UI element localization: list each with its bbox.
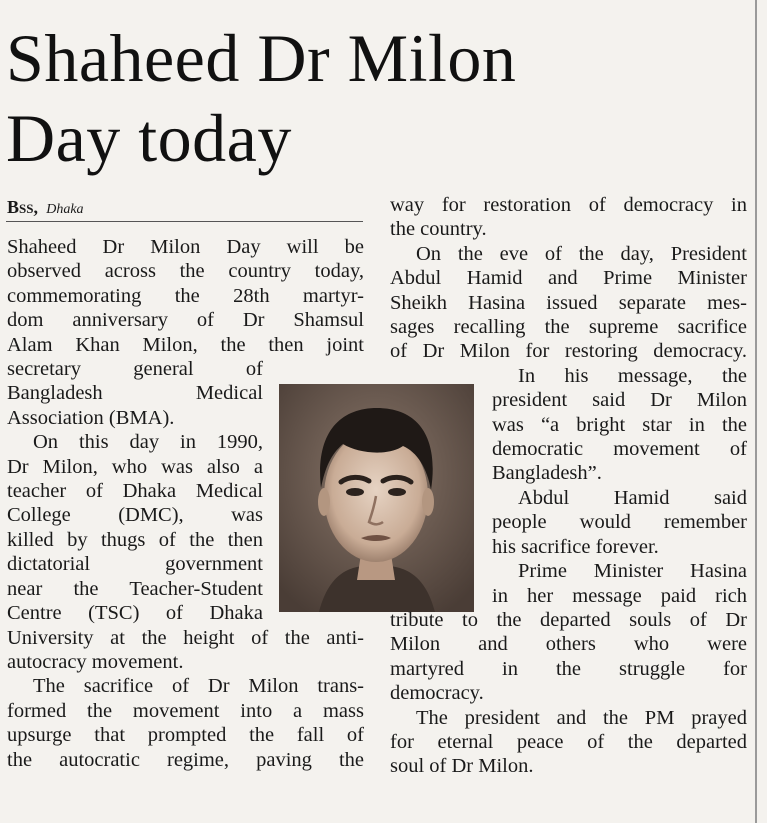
body-line: The sacrifice of Dr Milon trans- xyxy=(33,675,364,698)
body-line: Sheikh Hasina issued separate mes- xyxy=(390,291,747,314)
body-line: teacher of Dhaka Medical xyxy=(7,480,263,503)
headline-line-2: Day today xyxy=(6,100,292,176)
body-line: the country. xyxy=(390,218,487,241)
body-line: the autocratic regime, paving the xyxy=(7,748,364,771)
body-line: observed across the country today, xyxy=(7,260,364,283)
body-line: tribute to the departed souls of Dr xyxy=(390,608,747,631)
body-line: for eternal peace of the departed xyxy=(390,730,747,753)
body-line: way for restoration of democracy in xyxy=(390,194,747,216)
body-line: Bangladesh Medical xyxy=(7,382,263,405)
byline-agency: Bss, xyxy=(7,197,38,217)
body-line: Shaheed Dr Milon Day will be xyxy=(7,236,364,258)
body-line: democratic movement of xyxy=(492,438,747,461)
body-line: his sacrifice forever. xyxy=(492,535,659,558)
byline-place: Dhaka xyxy=(46,202,84,217)
body-line: formed the movement into a mass xyxy=(7,699,364,722)
byline-divider xyxy=(6,221,363,222)
body-line: In his message, the xyxy=(518,364,747,387)
body-line: Abdul Hamid and Prime Minister xyxy=(390,267,747,290)
body-line: Dr Milon, who was also a xyxy=(7,455,263,478)
byline xyxy=(7,196,84,221)
body-line: dictatorial government xyxy=(7,553,263,576)
body-line: Abdul Hamid said xyxy=(518,486,747,509)
body-line: killed by thugs of the then xyxy=(7,528,263,551)
headline-line-1: Shaheed Dr Milon xyxy=(6,20,517,96)
body-line: Alam Khan Milon, the then joint xyxy=(7,333,364,356)
right-column xyxy=(390,193,747,779)
body-line: commemorating the 28th martyr- xyxy=(7,284,364,307)
body-line: On this day in 1990, xyxy=(33,431,263,454)
body-line: On the eve of the day, President xyxy=(416,242,747,265)
body-line: autocracy movement. xyxy=(7,650,184,673)
body-line: Centre (TSC) of Dhaka xyxy=(7,602,263,625)
body-line: martyred in the struggle for xyxy=(390,657,747,680)
body-line: dom anniversary of Dr Shamsul xyxy=(7,309,364,332)
body-line: upsurge that prompted the fall of xyxy=(7,724,364,747)
body-line: Prime Minister Hasina xyxy=(518,560,747,583)
body-line: in her message paid rich xyxy=(492,584,747,607)
body-line: of Dr Milon for restoring democracy. xyxy=(390,340,747,363)
body-line: people would remember xyxy=(492,511,747,534)
body-line: was “a bright star in the xyxy=(492,413,747,436)
body-line: Milon and others who were xyxy=(390,633,747,656)
body-line: University at the height of the anti- xyxy=(7,626,364,649)
body-line: secretary general of xyxy=(7,358,263,381)
body-line: sages recalling the supreme sacrifice xyxy=(390,316,747,339)
column-rule xyxy=(755,0,757,823)
body-line: The president and the PM prayed xyxy=(416,706,747,729)
body-line: president said Dr Milon xyxy=(492,389,747,412)
body-line: College (DMC), was xyxy=(7,504,263,527)
body-line: near the Teacher-Student xyxy=(7,577,263,600)
body-line: democracy. xyxy=(390,682,484,705)
body-line: Association (BMA). xyxy=(7,406,175,429)
body-line: Bangladesh”. xyxy=(492,462,602,485)
headline xyxy=(6,18,516,178)
body-line: soul of Dr Milon. xyxy=(390,755,534,778)
